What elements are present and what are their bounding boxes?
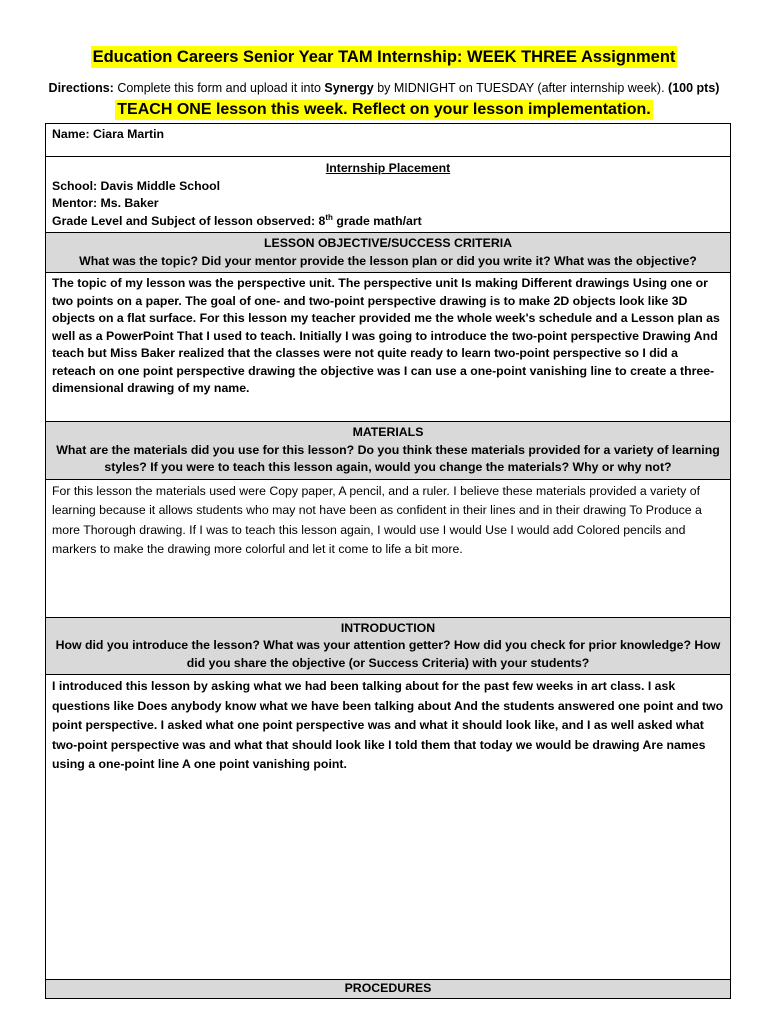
objective-answer[interactable]: The topic of my lesson was the perspective unit. The perspective unit Is making Different drawings Using one or two points on a paper. The goal of one- and two-point perspective drawing is to make 2D objects look like 3D objects on a flat surface. For this lesson my teacher provided me the whole week's schedule and a Lesson plan as well as a PowerPoint That I used to teach. Initially I was going to introduce the two-point perspective Drawing And teach but Miss Baker realized that the classes were not quite ready to learn two-point perspective so I did a reteach on one point perspective drawing the objective was I can use a one-point vanishing line to create a three-dimensional drawing of my name. <box>46 273 731 422</box>
placement-cell[interactable] <box>46 157 731 233</box>
teach-wrap <box>0 100 768 120</box>
objective-heading-cell <box>46 233 731 273</box>
objective-question: What was the topic? Did your mentor provide the lesson plan or did you write it? What was the objective? <box>79 253 697 268</box>
directions-label: Directions: <box>48 81 114 95</box>
teach-instruction: TEACH ONE lesson this week. Reflect on your lesson implementation. <box>117 101 651 118</box>
procedures-heading: PROCEDURES <box>46 980 731 999</box>
materials-answer[interactable]: For this lesson the materials used were Copy paper, A pencil, and a ruler. I believe these materials provided a variety of learning because it allows students who may not have been as confident in their lines and in their drawing To Produce a more Thorough drawing. If I was to teach this lesson again, I would use I would Use I would add Colored pencils and markers to make the drawing more colorful and let it come to life a bit more. <box>46 479 731 617</box>
name-field[interactable]: Name: Ciara Martin <box>46 124 731 157</box>
school-field: School: Davis Middle School <box>52 178 221 193</box>
materials-question: What are the materials did you use for this lesson? Do you think these materials provided for a variety of learning styles? If you were to teach this lesson again, would you change the materials? Why or why not? <box>56 442 720 474</box>
materials-heading-cell <box>46 422 731 480</box>
grade-prefix: Grade Level and Subject of lesson observed: 8 <box>52 213 326 228</box>
grade-field <box>52 213 724 231</box>
materials-heading-row <box>46 422 731 480</box>
mentor-field: Mentor: Ms. Baker <box>52 196 159 210</box>
directions <box>0 80 768 96</box>
objective-answer-row <box>46 273 731 422</box>
directions-synergy: Synergy <box>324 81 374 95</box>
procedures-heading-row <box>46 980 731 999</box>
introduction-heading-cell <box>46 617 731 675</box>
objective-heading-row <box>46 233 731 273</box>
directions-text-2: by MIDNIGHT on TUESDAY (after internship week). <box>373 81 669 95</box>
grade-suffix: grade math/art <box>332 213 422 228</box>
introduction-heading: INTRODUCTION <box>340 620 436 635</box>
introduction-heading-row <box>46 617 731 675</box>
grade-sup: th <box>325 212 333 222</box>
materials-heading: MATERIALS <box>352 425 424 439</box>
directions-text-1: Complete this form and upload it into <box>113 81 325 95</box>
placement-row <box>46 157 731 233</box>
materials-answer-row <box>46 479 731 617</box>
objective-heading: LESSON OBJECTIVE/SUCCESS CRITERIA <box>263 236 513 250</box>
introduction-answer-row <box>46 675 731 980</box>
placement-heading: Internship Placement <box>325 161 451 175</box>
directions-points: (100 pts) <box>668 81 720 95</box>
name-row <box>46 124 731 157</box>
introduction-question: How did you introduce the lesson? What was your attention getter? How did you check for prior knowledge? How did you share the objective (or Success Criteria) with your students? <box>55 638 721 670</box>
assignment-title: Education Careers Senior Year TAM Internship: WEEK THREE Assignment <box>92 48 676 66</box>
introduction-answer[interactable]: I introduced this lesson by asking what we had been talking about for the past few weeks in art class. I ask questions like Does anybody know what we have been talking about And the students answered one point and two point perspective. I asked what one point perspective was and what it should look like, and I as well asked what two-point perspective was and what that should look like I told them that today we would be drawing Are names using a one-point line A one point vanishing point. <box>46 675 731 980</box>
title-wrap <box>0 46 768 68</box>
assignment-form <box>45 123 731 999</box>
